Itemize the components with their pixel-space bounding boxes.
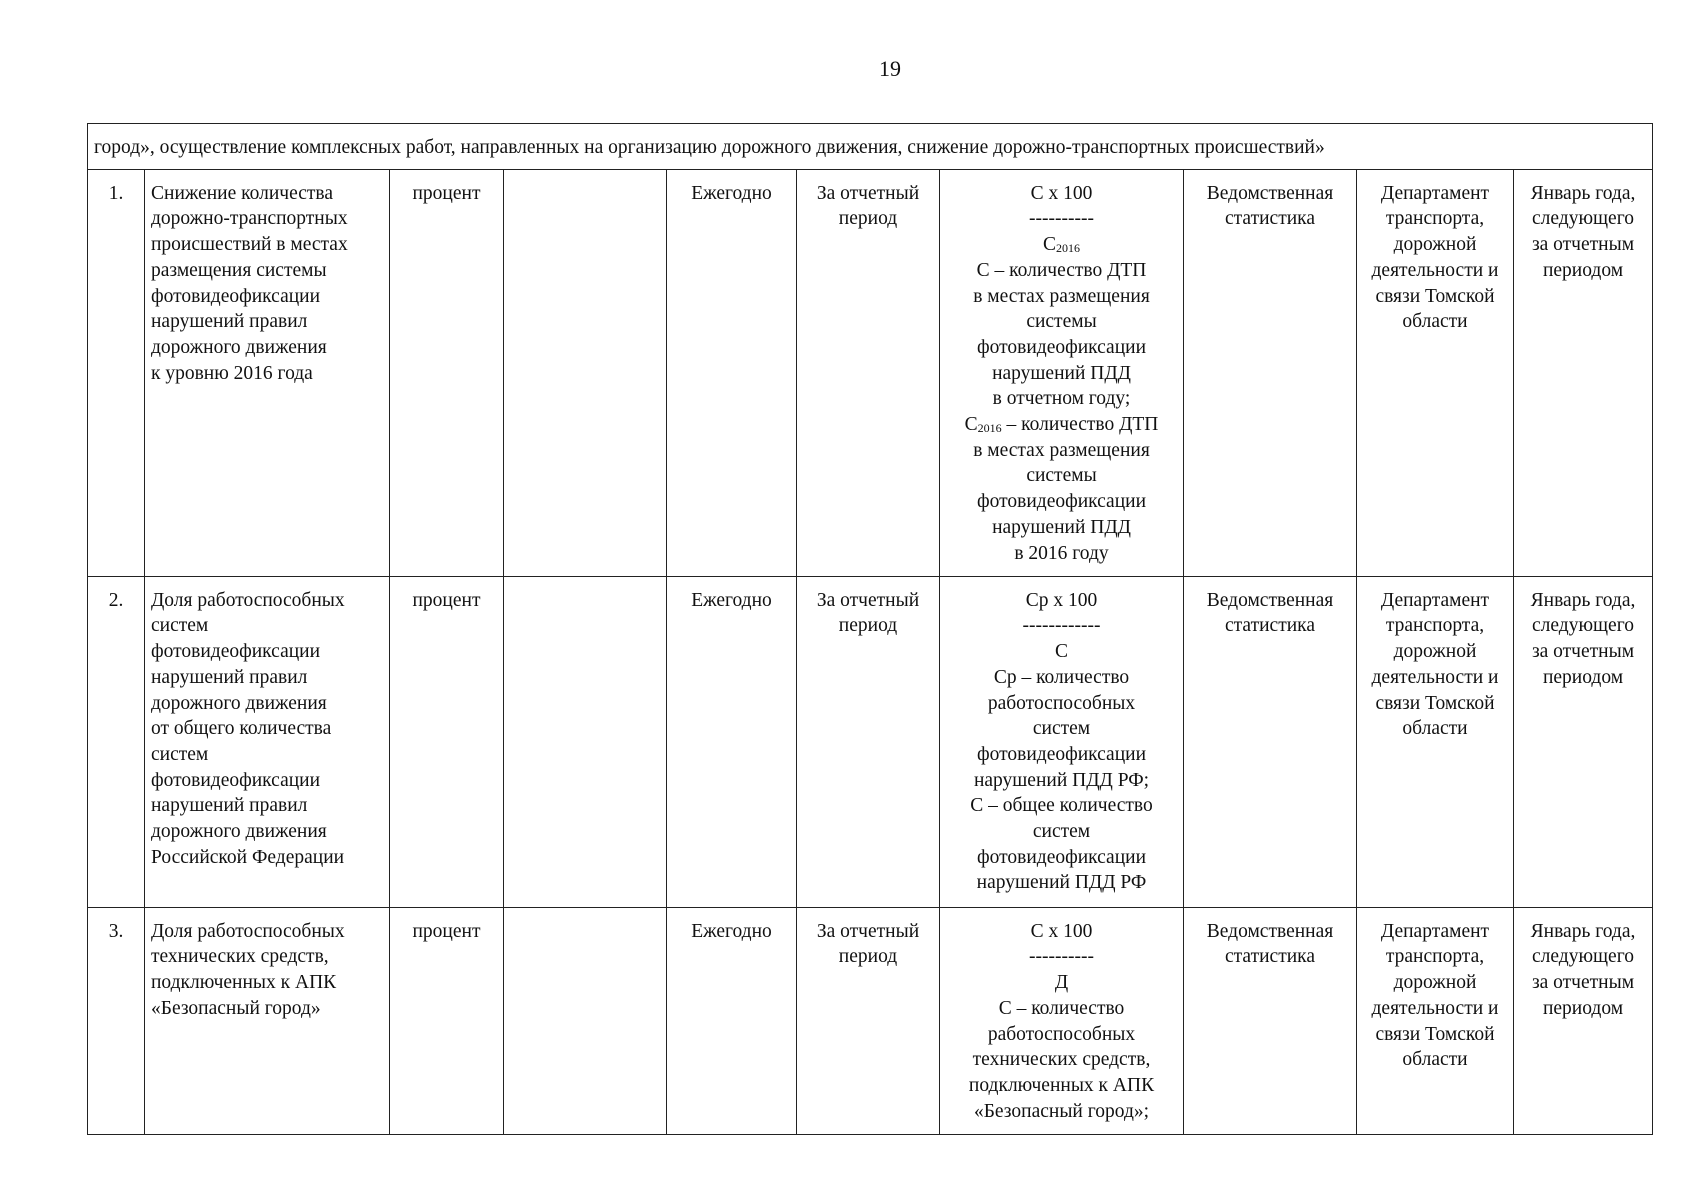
cell-line: работоспособных bbox=[987, 692, 1136, 714]
cell-line: подключенных к АПК bbox=[151, 972, 337, 994]
cell-line: Департамент bbox=[1380, 920, 1490, 942]
cell-line: период bbox=[838, 946, 898, 968]
cell-line: фотовидеофиксации bbox=[976, 491, 1147, 513]
cell-line: за отчетным bbox=[1531, 972, 1635, 994]
indicator-name bbox=[145, 576, 390, 907]
indicator-name bbox=[145, 907, 390, 1134]
indicators-table bbox=[87, 123, 1653, 1135]
cell-line: систем bbox=[151, 743, 209, 765]
responsible-cell bbox=[1357, 907, 1514, 1134]
cell-line: дорожной bbox=[1393, 641, 1477, 663]
cell-line: дорожной bbox=[1393, 972, 1477, 994]
cell-line: дорожной bbox=[1393, 234, 1477, 256]
cell-line: за отчетным bbox=[1531, 641, 1635, 663]
cell-line: фотовидеофиксации bbox=[151, 769, 321, 791]
cell-line: Январь года, bbox=[1530, 182, 1636, 204]
cell-line: С – общее количество bbox=[970, 795, 1153, 817]
cell-line: ------------ bbox=[1022, 615, 1101, 637]
cell-line: периодом bbox=[1542, 259, 1624, 281]
deadline-cell bbox=[1514, 169, 1653, 576]
cell-line: нарушений правил bbox=[151, 666, 308, 688]
cell-line: «Безопасный город» bbox=[151, 997, 321, 1019]
cell-line: «Безопасный город»; bbox=[973, 1100, 1150, 1122]
cell-line: Снижение количества bbox=[151, 182, 334, 204]
cell-line: в местах размещения bbox=[973, 439, 1150, 461]
table-row bbox=[88, 576, 1653, 907]
deadline-cell bbox=[1514, 907, 1653, 1134]
cell-line: статистика bbox=[1225, 615, 1315, 637]
cell-line: дорожно-транспортных bbox=[151, 208, 348, 230]
formula-divider: ---------- bbox=[1029, 208, 1094, 230]
empty-cell bbox=[504, 907, 667, 1134]
cell-line: систем bbox=[1032, 718, 1091, 740]
cell-line: технических средств, bbox=[972, 1049, 1151, 1071]
cell-line: системы bbox=[1026, 311, 1097, 333]
page-number: 19 bbox=[879, 56, 901, 81]
formula-numerator: С х 100 bbox=[1030, 182, 1093, 204]
cell-line: размещения системы bbox=[151, 259, 327, 281]
cell-line: фотовидеофиксации bbox=[976, 336, 1147, 358]
cell-line: систем bbox=[1032, 821, 1091, 843]
cell-line: области bbox=[1402, 718, 1468, 740]
cell-line: Ср – количество bbox=[993, 666, 1130, 688]
cell-line: следующего bbox=[1532, 946, 1634, 968]
cell-line: Январь года, bbox=[1530, 589, 1636, 611]
cell-line: Ср х 100 bbox=[1025, 589, 1098, 611]
cell-line: деятельности и bbox=[1371, 259, 1499, 281]
frequency-cell: Ежегодно bbox=[667, 169, 797, 576]
cell-line: Доля работоспособных bbox=[151, 589, 345, 611]
cell-line: следующего bbox=[1532, 208, 1634, 230]
cell-line: транспорта, bbox=[1385, 946, 1485, 968]
cell-line: Департамент bbox=[1380, 589, 1490, 611]
cell-line: систем bbox=[151, 615, 209, 637]
unit-cell: процент bbox=[390, 907, 504, 1134]
cell-line: транспорта, bbox=[1385, 208, 1485, 230]
table-row bbox=[88, 169, 1653, 576]
cell-line: С bbox=[1054, 641, 1068, 663]
formula-description-a bbox=[946, 258, 1177, 412]
formula-cell bbox=[940, 907, 1184, 1134]
cell-line: период bbox=[838, 615, 898, 637]
cell-line: деятельности и bbox=[1371, 666, 1499, 688]
cell-line: Д bbox=[1054, 972, 1069, 994]
cell-line: связи Томской bbox=[1375, 285, 1495, 307]
period-cell bbox=[797, 576, 940, 907]
cell-line: нарушений ПДД bbox=[992, 516, 1131, 538]
formula-description-b bbox=[946, 438, 1177, 567]
cell-line: Январь года, bbox=[1530, 920, 1636, 942]
cell-line: С – количество bbox=[998, 997, 1125, 1019]
cell-line: статистика bbox=[1225, 208, 1315, 230]
cell-line: нарушений ПДД bbox=[992, 362, 1131, 384]
cell-line: работоспособных bbox=[987, 1023, 1136, 1045]
empty-cell bbox=[504, 169, 667, 576]
source-cell bbox=[1184, 576, 1357, 907]
cell-line: ---------- bbox=[1029, 946, 1094, 968]
deadline-cell bbox=[1514, 576, 1653, 907]
cell-line: связи Томской bbox=[1375, 1023, 1495, 1045]
frequency-cell: Ежегодно bbox=[667, 907, 797, 1134]
cell-line: транспорта, bbox=[1385, 615, 1485, 637]
cell-line: области bbox=[1402, 1049, 1468, 1071]
cell-line: С х 100 bbox=[1030, 920, 1093, 942]
cell-line: период bbox=[838, 208, 898, 230]
cell-line: дорожного движения bbox=[151, 336, 327, 358]
period-cell bbox=[797, 169, 940, 576]
cell-line: системы bbox=[1026, 465, 1097, 487]
indicator-name bbox=[145, 169, 390, 576]
cell-line: нарушений правил bbox=[151, 795, 308, 817]
section-header: город», осуществление комплексных работ, направленных на организацию дорожного движения, снижение дорожно-транспортных происшествий» bbox=[88, 124, 1653, 170]
cell-line: Доля работоспособных bbox=[151, 920, 345, 942]
cell-line: Ведомственная bbox=[1206, 182, 1334, 204]
cell-line: нарушений ПДД РФ bbox=[976, 872, 1147, 894]
cell-line: деятельности и bbox=[1371, 997, 1499, 1019]
cell-line: в местах размещения bbox=[973, 285, 1150, 307]
cell-line: За отчетный bbox=[816, 182, 920, 204]
cell-line: С – количество ДТП bbox=[976, 259, 1147, 281]
responsible-cell bbox=[1357, 576, 1514, 907]
cell-line: Ведомственная bbox=[1206, 920, 1334, 942]
row-number: 2. bbox=[88, 576, 145, 907]
cell-line: связи Томской bbox=[1375, 692, 1495, 714]
responsible-cell bbox=[1357, 169, 1514, 576]
cell-line: За отчетный bbox=[816, 589, 920, 611]
cell-line: фотовидеофиксации bbox=[151, 641, 321, 663]
cell-line: от общего количества bbox=[151, 718, 332, 740]
cell-line: нарушений ПДД РФ; bbox=[973, 769, 1150, 791]
cell-line: Департамент bbox=[1380, 182, 1490, 204]
cell-line: в 2016 году bbox=[1014, 542, 1109, 564]
cell-line: в отчетном году; bbox=[992, 388, 1131, 410]
cell-line: области bbox=[1402, 311, 1468, 333]
cell-line: За отчетный bbox=[816, 920, 920, 942]
cell-line: Ведомственная bbox=[1206, 589, 1334, 611]
cell-line: технических средств, bbox=[151, 946, 329, 968]
formula-cell bbox=[940, 576, 1184, 907]
row-number: 3. bbox=[88, 907, 145, 1134]
formula-denominator: $С_{2016}$ bbox=[1042, 234, 1080, 256]
cell-line: следующего bbox=[1532, 615, 1634, 637]
cell-line: Российской Федерации bbox=[151, 846, 345, 868]
cell-line: периодом bbox=[1542, 997, 1624, 1019]
formula-sub-line: $С_{2016}$ – количество ДТП bbox=[964, 414, 1159, 436]
unit-cell: процент bbox=[390, 576, 504, 907]
unit-cell: процент bbox=[390, 169, 504, 576]
cell-line: подключенных к АПК bbox=[968, 1074, 1155, 1096]
cell-line: фотовидеофиксации bbox=[976, 743, 1147, 765]
cell-line: происшествий в местах bbox=[151, 234, 348, 256]
cell-line: нарушений правил bbox=[151, 311, 308, 333]
cell-line: дорожного движения bbox=[151, 821, 327, 843]
cell-line: статистика bbox=[1225, 946, 1315, 968]
cell-line: дорожного движения bbox=[151, 692, 327, 714]
cell-line: за отчетным bbox=[1531, 234, 1635, 256]
cell-line: периодом bbox=[1542, 666, 1624, 688]
source-cell bbox=[1184, 907, 1357, 1134]
cell-line: фотовидеофиксации bbox=[976, 846, 1147, 868]
cell-line: к уровню 2016 года bbox=[151, 362, 313, 384]
cell-line: фотовидеофиксации bbox=[151, 285, 321, 307]
empty-cell bbox=[504, 576, 667, 907]
source-cell bbox=[1184, 169, 1357, 576]
row-number: 1. bbox=[88, 169, 145, 576]
period-cell bbox=[797, 907, 940, 1134]
formula-cell bbox=[940, 169, 1184, 576]
table-header-row bbox=[88, 124, 1653, 170]
frequency-cell: Ежегодно bbox=[667, 576, 797, 907]
table-row bbox=[88, 907, 1653, 1134]
